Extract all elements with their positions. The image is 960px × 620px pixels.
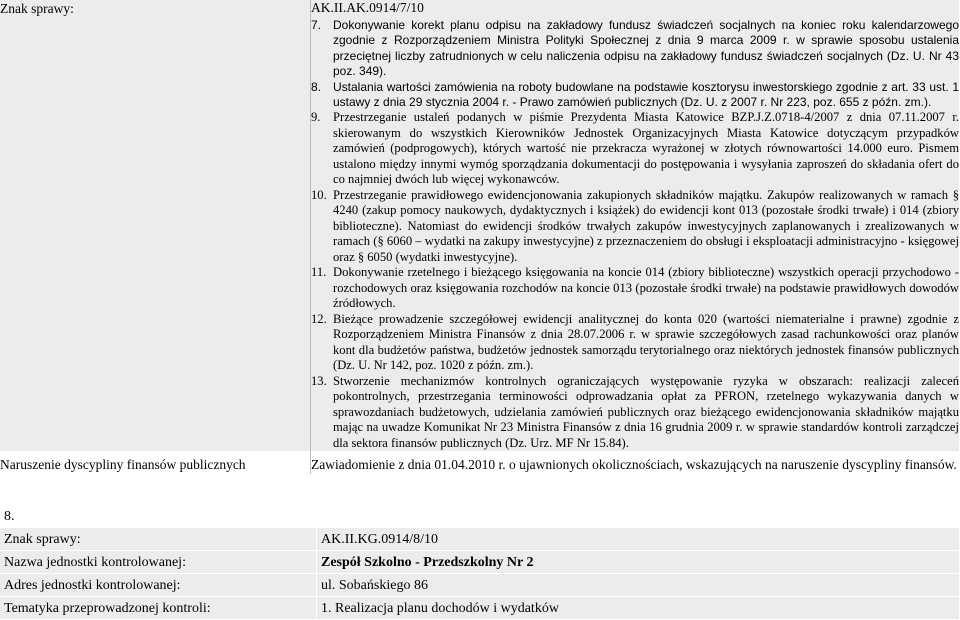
list-item-number: 7. bbox=[311, 18, 322, 32]
violation-row bbox=[0, 451, 959, 474]
table-row bbox=[0, 597, 959, 620]
list-item-number: 12. bbox=[311, 311, 327, 326]
list-item bbox=[311, 312, 959, 374]
case-number-label: Znak sprawy: bbox=[0, 1, 74, 16]
section-8-table bbox=[0, 528, 959, 620]
field-label: Adres jednostki kontrolowanej: bbox=[0, 574, 317, 597]
field-value: Zespół Szkolno - Przedszkolny Nr 2 bbox=[317, 551, 960, 574]
list-item bbox=[311, 374, 959, 452]
recommendations-list bbox=[311, 18, 959, 451]
list-item bbox=[311, 18, 959, 80]
list-item bbox=[311, 80, 959, 111]
list-item-text: Dokonywanie rzetelnego i bieżącego księgowania na koncie 014 (zbiory biblioteczne) wszystkich operacji przychodowo - rozchodowych oraz księgowania rozchodów na koncie 013 (pozostałe środki trwałe) na podstawie prawidłowych dowodów źródłowych. bbox=[333, 265, 959, 311]
list-item-text: Dokonywanie korekt planu odpisu na zakładowy fundusz świadczeń socjalnych na koniec roku kalendarzowego zgodnie z Rozporządzeniem Ministra Polityki Społecznej z dnia 9 marca 2009 r. w sprawie sposobu ustalenia przeciętnej liczby zatrudnionych w celu naliczenia odpisu na zakładowy fundusz świadczeń socjalnych (Dz. U. Nr 43 poz. 349). bbox=[333, 18, 959, 79]
list-item-text: Stworzenie mechanizmów kontrolnych ograniczających występowanie ryzyka w obszarach: realizacji zaleceń pokontrolnych, przestrzegania terminowości odprowadzania opłat za PFRON, rzetelnego wykazywania danych w sprawozdaniach budżetowych, udzielania zamówień publicznych oraz bieżącego ewidencjonowania składników majątku mając na uwadze Komunikat Nr 23 Ministra Finansów z dnia 16 grudnia 2009 r. w sprawie standardów kontroli zarządczej dla sektora finansów publicznych (Dz. Urz. MF Nr 15.84). bbox=[333, 373, 959, 450]
list-item-text: Ustalania wartości zamówienia na roboty budowlane na podstawie kosztorysu inwestorskiego zgodnie z art. 33 ust. 1 ustawy z dnia 29 stycznia 2004 r. - Prawo zamówień publicznych (Dz. U. z 2007 r. Nr 223, poz. 655 z późn. zm.). bbox=[333, 79, 959, 110]
list-item bbox=[311, 110, 959, 188]
table-row bbox=[0, 528, 959, 551]
field-value: AK.II.KG.0914/8/10 bbox=[317, 528, 960, 551]
list-item bbox=[311, 265, 959, 312]
violation-value: Zawiadomienie z dnia 01.04.2010 r. o ujawnionych okolicznościach, wskazujących na naruszenie dyscypliny finansów. bbox=[311, 457, 957, 473]
list-item-number: 11. bbox=[311, 265, 327, 280]
field-value: 1. Realizacja planu dochodów i wydatków bbox=[317, 597, 960, 620]
table-row bbox=[0, 574, 959, 597]
list-item-text: Bieżące prowadzenie szczegółowej ewidencji analitycznej do konta 020 (wartości niematerialne i prawne) zgodnie z Rozporządzeniem Ministra Finansów z dnia 28.07.2006 r. w sprawie szczegółowych zasad rachunkowości oraz planów kont dla budżetów państwa, budżetów jednostek samorządu terytorialnego oraz niektórych jednostek finansów publicznych (Dz. U. Nr 142, poz. 1020 z późn. zm.). bbox=[333, 311, 959, 373]
table-row bbox=[0, 551, 959, 574]
list-item-number: 10. bbox=[311, 187, 327, 202]
list-item-text: Przestrzeganie prawidłowego ewidencjonowania zakupionych składników majątku. Zakupów realizowanych w ramach § 4240 (zakup pomocy naukowych, dydaktycznych i książek) do ewidencji kont 013 (pozostałe środki trwałe) i 014 (zbiory biblioteczne). Natomiast do ewidencji środków trwałych zakupów inwestycyjnych zaplanowanych i zrealizowanych w ramach (§ 6060 – wydatki na zakupy inwestycyjne) z przeznaczeniem do obsługi i eksploatacji administracyjno - księgowej oraz § 6050 (wydatki inwestycyjne). bbox=[333, 187, 959, 264]
field-label: Znak sprawy: bbox=[0, 528, 317, 551]
field-label: Tematyka przeprowadzonej kontroli: bbox=[0, 597, 317, 620]
section-8 bbox=[0, 509, 959, 620]
case-number-value: AK.II.AK.0914/7/10 bbox=[311, 0, 424, 15]
field-value: ul. Sobańskiego 86 bbox=[317, 574, 960, 597]
violation-label: Naruszenie dyscypliny finansów publicznych bbox=[0, 457, 246, 473]
section-number: 8. bbox=[4, 509, 15, 524]
list-item-number: 8. bbox=[311, 79, 322, 94]
field-label: Nazwa jednostki kontrolowanej: bbox=[0, 551, 317, 574]
list-item-text: Przestrzeganie ustaleń podanych w piśmie Prezydenta Miasta Katowice BZP.J.Z.0718-4/2007 z dnia 07.11.2007 r. skierowanym do wszystkich Kierowników Jednostek Organizacyjnych Miasta Katowice dotyczącym przypadków zamówień (podprogowych), których wartość nie przekracza wyrażonej w złotych równowartości 14.000 euro. Pismem ustalono między innymi wymóg sporządzania dokumentacji do postępowania i wysyłania zaproszeń do składania ofert do co najmniej dwóch lub więcej wykonawców. bbox=[333, 110, 959, 187]
list-item-number: 9. bbox=[311, 110, 321, 125]
list-item-number: 13. bbox=[311, 373, 327, 388]
list-item bbox=[311, 188, 959, 266]
